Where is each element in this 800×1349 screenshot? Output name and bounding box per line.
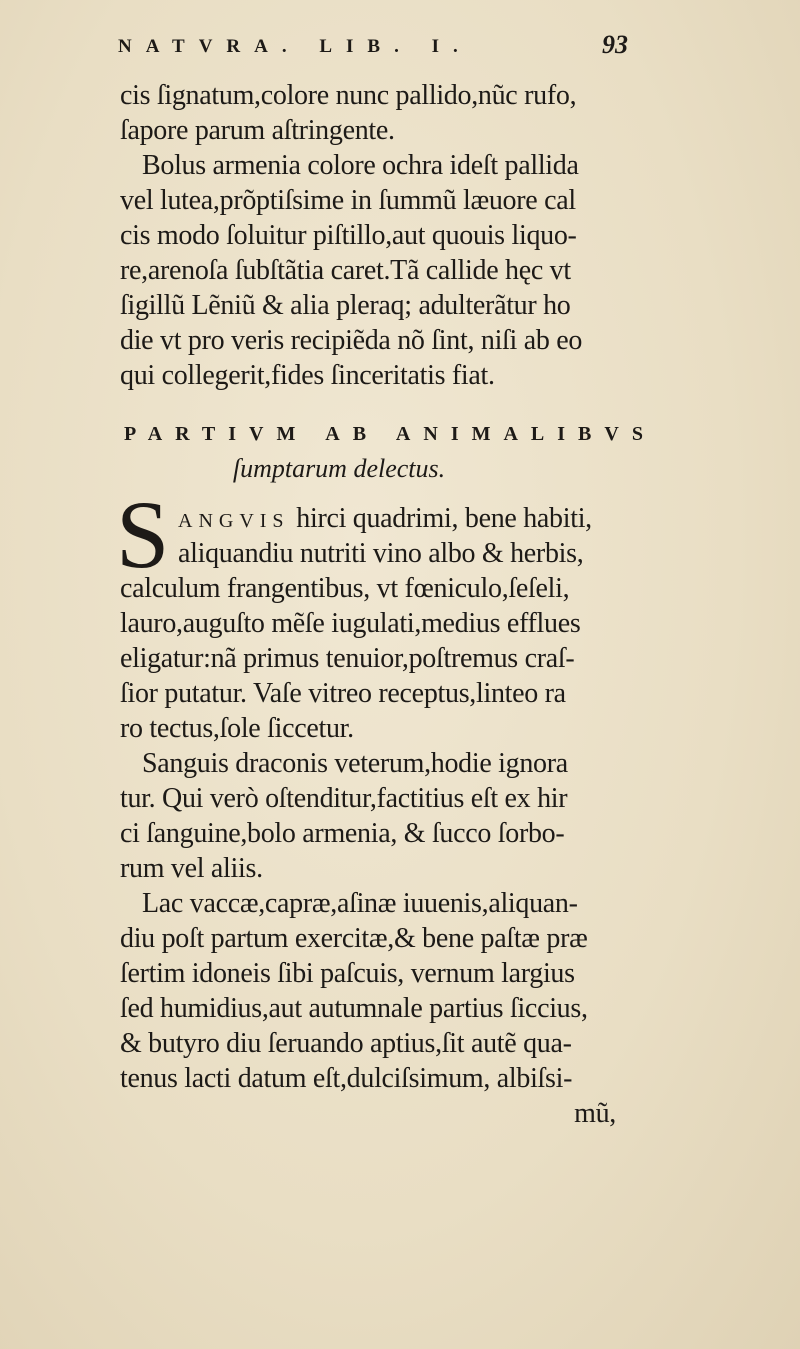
- text-block: [116, 78, 656, 1131]
- page-header: [118, 30, 628, 70]
- text-line: cis modo ſoluitur piſtillo,aut quouis liquo-: [120, 220, 577, 251]
- text-line: ſior putatur. Vaſe vitreo receptus,linteo ra: [120, 678, 566, 709]
- paragraph-2: [120, 148, 618, 393]
- drop-cap-initial: S: [116, 481, 170, 588]
- text-line: eligatur:nã primus tenuior,poſtremus craſ-: [120, 643, 575, 674]
- text-line: [120, 501, 618, 536]
- text-line: & butyro diu ſeruando aptius,ſit autẽ qua-: [120, 1028, 572, 1059]
- text-line: ci ſanguine,bolo armenia, & ſucco ſorbo-: [120, 818, 565, 849]
- text-line: tenus lacti datum eſt,dulciſsimum, albiſsi-: [120, 1063, 573, 1094]
- text-line: tur. Qui verò oſtenditur,factitius eſt ex hir: [120, 783, 568, 814]
- paragraph-5: [120, 886, 618, 1096]
- text-line: aliquandiu nutriti vino albo & herbis,: [178, 538, 584, 569]
- text-line: cis ſignatum,colore nunc pallido,nũc rufo,: [120, 80, 577, 111]
- text-line: diu poſt partum exercitæ,& bene paſtæ præ: [120, 923, 588, 954]
- paragraph-3: [116, 481, 618, 746]
- text-line: die vt pro veris recipiẽda nõ ſint, niſi ab eo: [120, 325, 583, 356]
- text-line: ſigillũ Lẽniũ & alia pleraq; adulterãtur ho: [120, 290, 571, 321]
- small-caps-word: ANGVIS: [178, 510, 290, 532]
- section-subheading: ſumptarum delectus.: [232, 454, 446, 483]
- text-line: qui collegerit,fides ſinceritatis fiat.: [120, 360, 495, 391]
- paragraph-1: [120, 78, 618, 148]
- paragraph-4: [120, 746, 618, 886]
- text-line: lauro,auguſto mẽſe iugulati,medius efflues: [120, 608, 581, 639]
- text-line: ro tectus,ſole ſiccetur.: [120, 713, 354, 744]
- text-line: calculum frangentibus, vt fœniculo,ſeſeli,: [120, 573, 570, 604]
- text-line: ſertim idoneis ſibi paſcuis, vernum largius: [120, 958, 575, 989]
- text-line: vel lutea,prõptiſsime in ſummũ læuore cal: [120, 185, 576, 216]
- text-line: Sanguis draconis veterum,hodie ignora: [142, 748, 568, 779]
- text-line: ſed humidius,aut autumnale partius ſiccius,: [120, 993, 588, 1024]
- text-line: Lac vaccæ,capræ,aſinæ iuuenis,aliquan-: [142, 888, 578, 919]
- text-line: Bolus armenia colore ochra ideſt pallida: [142, 150, 579, 181]
- text-line: rum vel aliis.: [120, 853, 263, 884]
- page-number: 93: [602, 30, 628, 59]
- running-title: NATVRA. LIB. I.: [118, 36, 472, 57]
- line-text: hirci quadrimi, bene habiti,: [289, 503, 592, 534]
- text-line: ſapore parum aſtringente.: [120, 115, 395, 146]
- catchword: mũ,: [574, 1098, 616, 1129]
- text-line: re,arenoſa ſubſtãtia caret.Tã callide hęc vt: [120, 255, 571, 286]
- section-heading: PARTIVM AB ANIMALIBVS: [124, 423, 656, 445]
